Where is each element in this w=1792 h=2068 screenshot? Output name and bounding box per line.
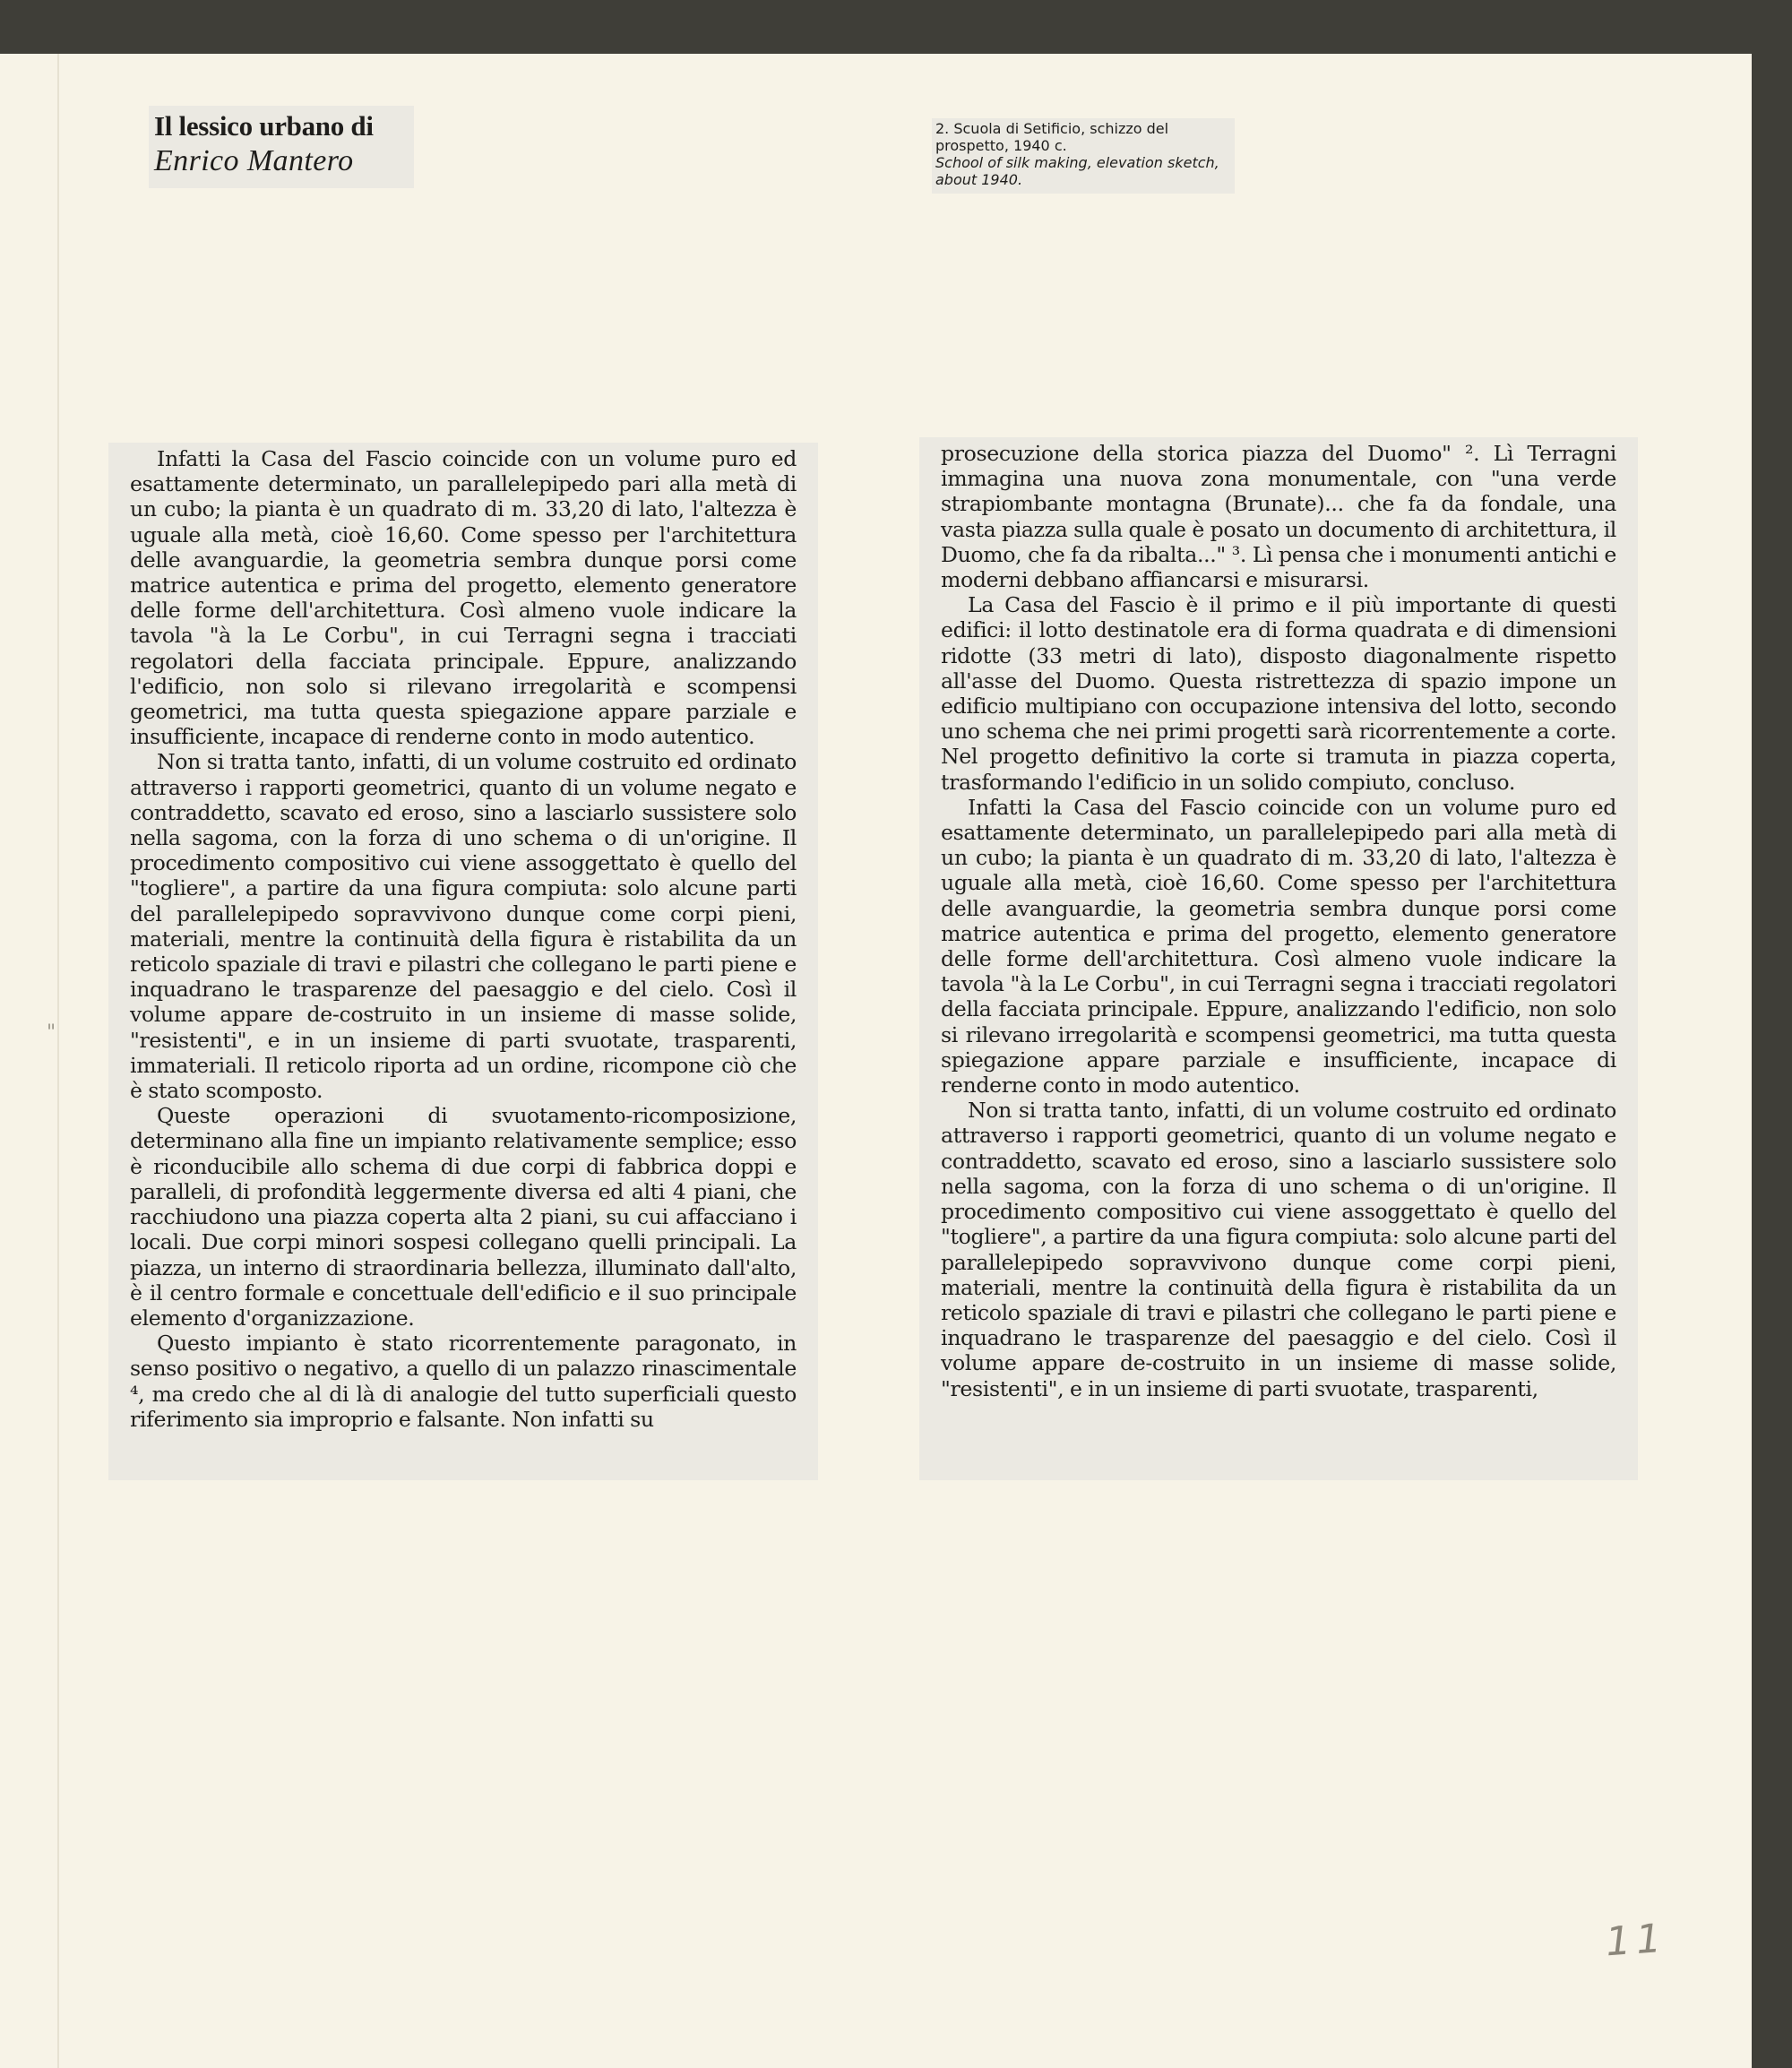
caption-line-italian-1: 2. Scuola di Setificio, schizzo del	[935, 120, 1169, 137]
paragraph: Queste operazioni di svuotamento-ricomposizione, determinano alla fine un impianto relativamente semplice; esso è riconducibile allo schema di due corpi di fabbrica doppi e paralleli, di profondità leggermente diversa ed alti 4 piani, che racchiudono una piazza coperta alta 2 piani, su cui affacciano i locali. Due corpi minori sospesi collegano quelli principali. La piazza, un interno di straordinaria bellezza, illuminato dall'alto, è il centro formale e concettuale dell'edificio e il suo principale elemento d'organizzazione.	[130, 1103, 797, 1331]
article-author: Enrico Mantero	[154, 144, 354, 177]
article-title: Il lessico urbano di	[154, 110, 374, 142]
document-page	[0, 54, 1752, 2068]
paragraph: Non si tratta tanto, infatti, di un volume costruito ed ordinato attraverso i rapporti geometrici, quanto di un volume negato e contraddetto, scavato ed eroso, sino a lasciarlo sussistere solo nella sagoma, con la forza di uno schema o di un'origine. Il procedimento compositivo cui viene assoggettato è quello del "togliere", a partire da una figura compiuta: solo alcune parti del parallelepipedo sopravvivono dunque come corpi pieni, materiali, mentre la continuità della figura è ristabilita da un reticolo spaziale di travi e pilastri che collegano le parti piene e inquadrano le trasparenze del paesaggio e del cielo. Così il volume appare de-costruito in un insieme di masse solide, "resistenti", e in un insieme di parti svuotate, trasparenti, immateriali. Il reticolo riporta ad un ordine, ricompone ciò che è stato scomposto.	[130, 749, 797, 1104]
margin-mark: "	[47, 1021, 56, 1044]
paragraph: Infatti la Casa del Fascio coincide con un volume puro ed esattamente determinato, un parallelepipedo pari alla metà di un cubo; la pianta è un quadrato di m. 33,20 di lato, l'altezza è uguale alla metà, cioè 16,60. Come spesso per l'architettura delle avanguardie, la geometria sembra dunque porsi come matrice autentica e prima del progetto, elemento generatore delle forme dell'architettura. Così almeno vuole indicare la tavola "à la Le Corbu", in cui Terragni segna i tracciati regolatori della facciata principale. Eppure, analizzando l'edificio, non solo si rilevano irregolarità e scompensi geometrici, ma tutta questa spiegazione appare parziale e insufficiente, incapace di renderne conto in modo autentico.	[130, 446, 797, 750]
text-column-left	[108, 443, 818, 1480]
paragraph: Infatti la Casa del Fascio coincide con un volume puro ed esattamente determinato, un parallelepipedo pari alla metà di un cubo; la pianta è un quadrato di m. 33,20 di lato, l'altezza è uguale alla metà, cioè 16,60. Come spesso per l'architettura delle avanguardie, la geometria sembra dunque porsi come matrice autentica e prima del progetto, elemento generatore delle forme dell'architettura. Così almeno vuole indicare la tavola "à la Le Corbu", in cui Terragni segna i tracciati regolatori della facciata principale. Eppure, analizzando l'edificio, non solo si rilevano irregolarità e scompensi geometrici, ma tutta questa spiegazione appare parziale e insufficiente, incapace di renderne conto in modo autentico.	[941, 794, 1616, 1099]
figure-caption	[932, 118, 1235, 194]
article-title-block	[149, 106, 414, 188]
paragraph: Questo impianto è stato ricorrentemente paragonato, in senso positivo o negativo, a quello di un palazzo rinascimentale ⁴, ma credo che al di là di analogie del tutto superficiali questo riferimento sia improprio e falsante. Non infatti su	[130, 1331, 797, 1432]
caption-line-italian-2: prospetto, 1940 c.	[935, 137, 1067, 154]
caption-line-english-2: about 1940.	[935, 171, 1023, 188]
paragraph: La Casa del Fascio è il primo e il più importante di questi edifici: il lotto destinatole era di forma quadrata e di dimensioni ridotte (33 metri di lato), disposto diagonalmente rispetto all'asse del Duomo. Questa ristrettezza di spazio impone un edificio multipiano con occupazione intensiva del lotto, secondo uno schema che nei primi progetti sarà ricorrentemente a corte. Nel progetto definitivo la corte si tramuta in piazza coperta, trasformando l'edificio in un solido compiuto, concluso.	[941, 592, 1616, 795]
page-number: 11	[1604, 1915, 1668, 1966]
text-column-right	[919, 437, 1638, 1480]
paragraph: prosecuzione della storica piazza del Duomo" ². Lì Terragni immagina una nuova zona monumentale, con "una verde strapiombante montagna (Brunate)... che fa da fondale, una vasta piazza sulla quale è posato un documento di architettura, il Duomo, che fa da ribalta..." ³. Lì pensa che i monumenti antichi e moderni debbano affiancarsi e misurarsi.	[941, 441, 1616, 593]
paragraph: Non si tratta tanto, infatti, di un volume costruito ed ordinato attraverso i rapporti geometrici, quanto di un volume negato e contraddetto, scavato ed eroso, sino a lasciarlo sussistere solo nella sagoma, con la forza di uno schema o di un'origine. Il procedimento compositivo cui viene assoggettato è quello del "togliere", a partire da una figura compiuta: solo alcune parti del parallelepipedo sopravvivono dunque come corpi pieni, materiali, mentre la continuità della figura è ristabilita da un reticolo spaziale di travi e pilastri che collegano le parti piene e inquadrano le trasparenze del paesaggio e del cielo. Così il volume appare de-costruito in un insieme di masse solide, "resistenti", e in un insieme di parti svuotate, trasparenti,	[941, 1098, 1616, 1401]
caption-line-english-1: School of silk making, elevation sketch,	[935, 154, 1219, 171]
page-fold-line	[57, 54, 59, 2068]
